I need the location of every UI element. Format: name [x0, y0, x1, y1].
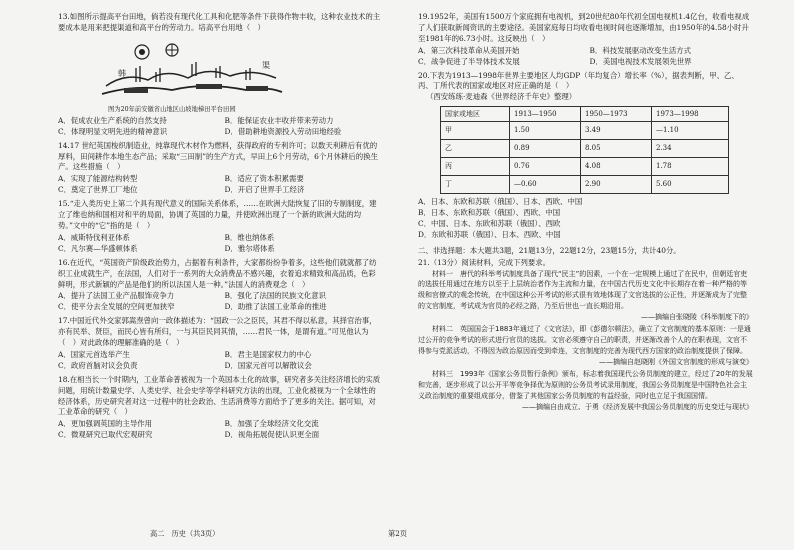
option-17-d[interactable]: D．国家元首可以解散议会 — [224, 360, 312, 370]
question-13-stem: 13.如图所示提高平台田地，倘若没有现代化工具和化肥等条件下获得作物丰收，这种农业技术的主要成本是用来把提渠道和高平台的劳动力。培高平台用地（ ） — [58, 12, 381, 32]
question-21-stem: 21.（13分）阅读材料，完成下列要求。 — [418, 257, 551, 267]
option-17-a[interactable]: A．国家元首选举产生 — [58, 349, 130, 359]
question-14-options — [58, 174, 383, 196]
table-cell: 4.08 — [581, 158, 652, 176]
table-header-row — [441, 107, 729, 122]
table-cell: 1.78 — [652, 158, 729, 176]
option-14-d[interactable]: D．开启了世界手工经济 — [224, 185, 305, 195]
table-header-cell: 1950—1973 — [581, 107, 652, 122]
table-cell: 乙 — [441, 140, 510, 158]
option-15-c[interactable]: C．凡尔赛—华盛顿体系 — [58, 243, 138, 253]
option-13-b[interactable]: B．能保证农业丰收并带来劳动力 — [224, 115, 334, 125]
question-19-stem: 19.1952年，美国有1500万个家庭拥有电视机，到20世纪80年代初全国电视机1.4亿台，收看电视成了人们获取新闻资讯的主要途径。美国家庭每日均收看电视时间也逐渐增加，由1950年的4.58小时升至1981年的6.73小时。这反映出（ ） — [418, 12, 750, 43]
question-19-options — [418, 46, 753, 68]
table-row — [441, 158, 729, 176]
footer-page-number: 第2页 — [388, 529, 407, 538]
question-20-stem: 20.下表为1913—1998年世界主要地区人均GDP（年均复合）增长率（%），据表判断，甲、乙、丙、丁所代表的国家或地区对应正确的是（ ） — [418, 70, 739, 91]
question-16-options — [58, 291, 383, 313]
question-13-options — [58, 116, 383, 138]
table-cell: 5.60 — [652, 176, 729, 194]
material-1-citation: ——摘编自张晓陵《科举制度下的》 — [641, 312, 753, 321]
table-row — [441, 122, 729, 140]
table-cell: 丁 — [441, 176, 510, 194]
option-20-b[interactable]: B．日本、东欧和苏联（俄国）、西欧、中国 — [418, 208, 561, 218]
option-15-b[interactable]: B．维也纳体系 — [224, 232, 275, 242]
illustration-caption: 图为20年前安徽省山地区山坡地梯田平台田园 — [108, 105, 236, 113]
question-16-stem: 16.在近代，“英国资产阶级政治势力，占据着有利条件，大家都纷纷争着多，这些他们就就都了纺织工业成就生产，在法国，人们对于一系列的大众消费品不感兴趣，衣着追求精致和高品质，色彩鲜明，形式新颖的产品是他们的所以法国人是一种。”法国人的消费观念（ ） — [58, 257, 377, 289]
option-17-b[interactable]: B．君主是国家权力的中心 — [224, 349, 312, 359]
material-3-citation: ——摘编自由成立、于勇《经济发展中我国公务员制度的历史变迁与现状》 — [522, 402, 753, 411]
option-19-c[interactable]: C．战争促进了半导体技术发展 — [418, 56, 520, 66]
footer-left: 高二 历史（共3页） — [150, 529, 220, 538]
table-cell: 8.05 — [581, 140, 652, 158]
option-18-d[interactable]: D．视角拓展促使认识更全面 — [224, 430, 320, 440]
table-header-cell: 1973—1998 — [652, 107, 729, 122]
illustration-label-han: 韩 — [118, 68, 126, 78]
option-17-c[interactable]: C．政府首脑对议会负责 — [58, 360, 138, 370]
material-1: 材料一 唐代的科举考试制度具备了现代“民主”的因素，一个在一定规模上通过了在民中，但朝廷官吏的选拔任用通过在地方以至于上层统治者作为主流和力量，在中国古代历史文化中长期存在着一种严格的等级和官僚式的观念传统，在中国这种公开考试的形式很有效地体现了文官选拔的公正性，并逐渐成为了完整的文官制度，考试成为官员的必经之路，乃至后世也一直长期沿用。 — [418, 269, 748, 310]
option-16-c[interactable]: C．使平分去全发展的空间更加狭窄 — [58, 302, 175, 312]
table-row — [441, 140, 729, 158]
question-20-options — [418, 197, 753, 241]
question-18-stem: 18.在相当长一个时期内，工业革命普被视为一个英国本土化的故事，研究者多关注经济增长的实质问题，用统计数量史学、人类史学、社会史学等学科研究方法的出现，工业化被视为一个全球性的经济体系，历史研究者对这一过程中的社会政治、生活消费等方面给予了更多的关注。据可知，对工业革命的研究（ ） — [58, 374, 381, 417]
question-14-stem: 14.17 世纪英国梭织制造业，纯靠现代木材作为燃料，获得政府的专利许可；以数天利耕后有优的厚料，田间耕作本地生态产品；采取“三田制”的生产方式，早田上6个月劳动，6个月休耕后的换生产。这些措施（ ） — [58, 140, 378, 172]
section-2-heading: 二、非选择题：本大题共3题，21题13分，22题12分，23题15分，共计40分。 — [418, 245, 681, 255]
table-cell: 甲 — [441, 122, 510, 140]
option-20-a[interactable]: A．日本、东欧和苏联（俄国）、日本、西欧、中国 — [418, 197, 583, 207]
table-cell: —1.10 — [652, 122, 729, 140]
option-19-b[interactable]: B．科技发展驱动改变生活方式 — [589, 45, 692, 55]
option-13-c[interactable]: C．体现明显文明先进的精神意识 — [58, 126, 168, 136]
option-15-a[interactable]: A．威斯特伐利亚体系 — [58, 232, 130, 242]
table-cell: —0.60 — [510, 176, 581, 194]
question-15-stem: 15.“走入类历史上第二个具有现代意义的国际关系体系，……在欧洲大陆恢复了旧的专制制度，建立了维也纳和国相对和平的局面，协调了英国的力量，并使欧洲出现了一个新的欧洲大陆的均势。”文中的“它”指的是（ ） — [58, 199, 377, 230]
option-14-a[interactable]: A．实现了能源结构转型 — [58, 174, 138, 184]
option-19-d[interactable]: D．美国电视技术发展领先世界 — [589, 56, 692, 66]
option-14-c[interactable]: C．奠定了世界工厂地位 — [58, 185, 138, 195]
question-18-options — [58, 419, 383, 441]
table-cell: 0.89 — [510, 140, 581, 158]
option-15-d[interactable]: D．雅尔塔体系 — [224, 243, 275, 253]
option-20-d[interactable]: D．东欧和苏联（俄国）、日本、西欧、中国 — [418, 229, 561, 239]
table-cell: 0.76 — [510, 158, 581, 176]
table-cell: 2.90 — [581, 176, 652, 194]
table-cell: 2.34 — [652, 140, 729, 158]
option-18-a[interactable]: A．更加强调英国的主导作用 — [58, 419, 153, 429]
question-17-stem: 17.中国近代外交家郭嵩焘曾向一政体描述为：“国政一公之臣民，其君不得以私意，其择官治事，亦有民举、贤臣，而民心皆有所归，一与其臣民同其情，……君民一体，是谓有道。”可见他认为（ ）对此政体的理解准确的是（ ） — [58, 316, 377, 348]
illustration-label-qu: 渠 — [262, 60, 270, 70]
question-15-options — [58, 233, 383, 255]
option-16-d[interactable]: D．助推了法国工业革命的推进 — [224, 302, 327, 312]
table-cell: 丙 — [441, 158, 510, 176]
option-16-b[interactable]: B．强化了法国的民族文化意识 — [224, 291, 327, 301]
option-14-b[interactable]: B．适应了资本积累需要 — [224, 174, 304, 184]
table-source-note: （西安练练·麦迪森《世界经济千年史》整理） — [426, 92, 577, 102]
option-16-a[interactable]: A．提升了法国工业产品服饰竞争力 — [58, 291, 175, 301]
right-column — [418, 12, 753, 414]
table-cell: 3.49 — [581, 122, 652, 140]
option-19-a[interactable]: A．第三次科技革命从美国开始 — [418, 45, 520, 55]
terrace-drawing-icon — [96, 38, 286, 104]
material-3: 材料三 1993年《国家公务员暂行条例》颁布，标志着我国现代公务员制度的建立，经过了20年的发展和完善，逐步形成了以公开平等竞争择优为原则的公务员考试录用制度，我国公务员制度是中国特色社会主义政治制度的重要组成部分，借鉴了其他国家公务员制度的有益经验，同时也立足于我国国情。 — [418, 370, 753, 400]
table-row — [441, 176, 729, 194]
gdp-growth-table — [440, 106, 729, 194]
left-column — [58, 12, 383, 444]
option-13-a[interactable]: A．促成农业生产系统的自然支持 — [58, 115, 167, 125]
table-header-cell: 国家或地区 — [441, 107, 510, 122]
table-cell: 1.50 — [510, 122, 581, 140]
terrace-field-illustration — [96, 38, 286, 104]
option-18-c[interactable]: C．微观研究已取代宏观研究 — [58, 430, 153, 440]
question-17-options — [58, 350, 383, 372]
material-2-citation: ——摘编自赵晓刚《外国文官制度的形成与演变》 — [599, 357, 753, 366]
material-2: 材料二 英国国会于1883年通过了《文官法》，即《彭德尔顿法》，确立了文官制度的基本原则：一是通过公开的竞争考试的形式进行官员的选拔。文官必须遵守自己的职责，并逐渐改善个人的在职表现，文官不得参与党派活动，不得因为政治原因而受到牵连，文官制度的完善为现代西方国家的政治制度提供了保障。 — [418, 325, 751, 355]
option-13-d[interactable]: D．借助耕地资源投入劳动田地经验 — [224, 126, 342, 136]
table-header-cell: 1913—1950 — [510, 107, 581, 122]
option-18-b[interactable]: B．加强了全球经济文化交流 — [224, 419, 319, 429]
option-20-c[interactable]: C．中国、日本、东欧和苏联（俄国）、西欧 — [418, 219, 561, 229]
